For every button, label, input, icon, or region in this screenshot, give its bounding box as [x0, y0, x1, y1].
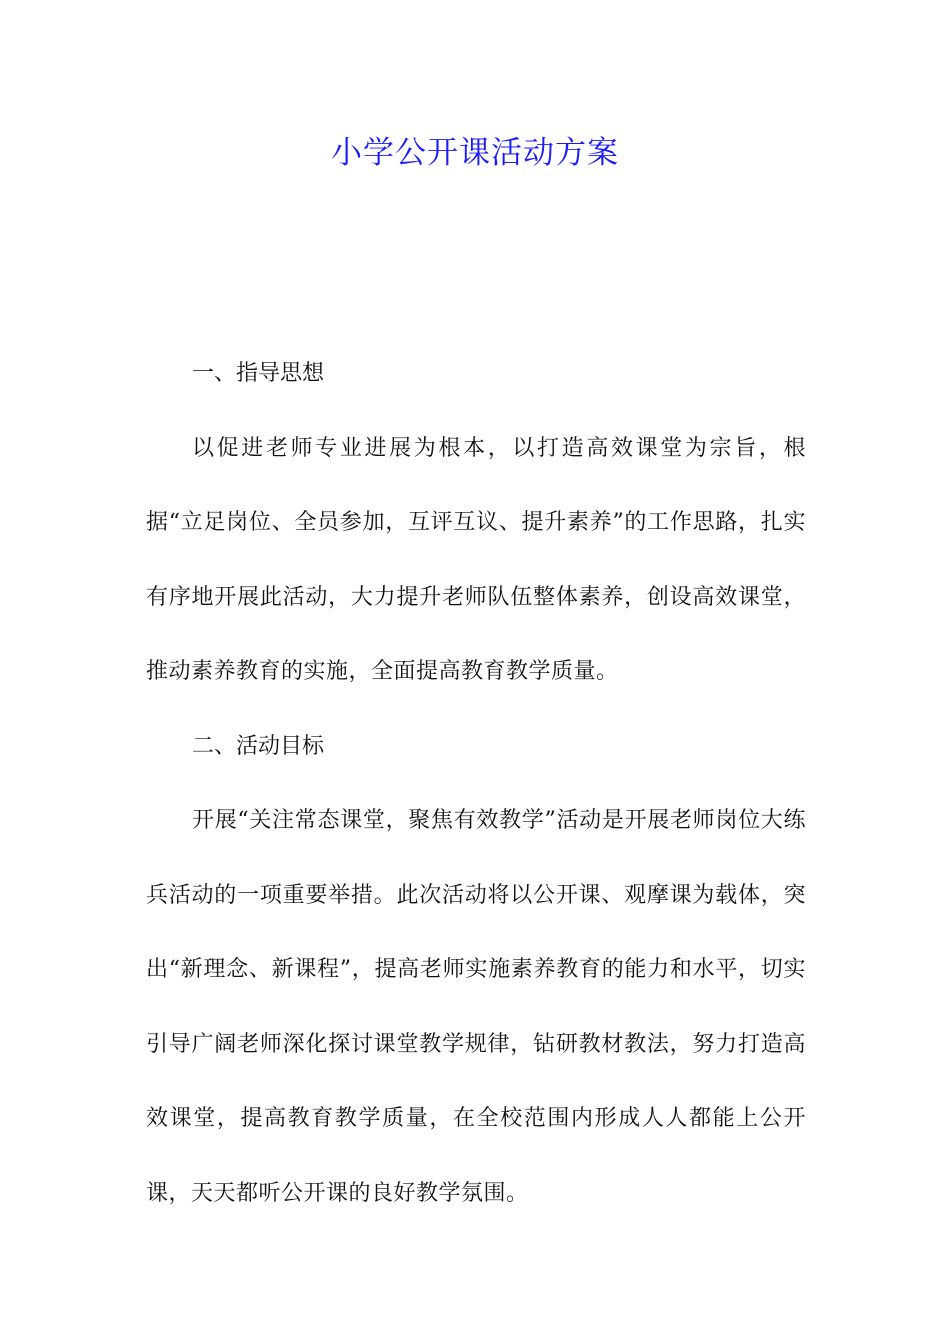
section-paragraph-guiding-thought: 以促进老师专业进展为根本，以打造高效课堂为宗旨，根据“立足岗位、全员参加，互评互议、提升素养”的工作思路，扎实有序地开展此活动，大力提升老师队伍整体素养，创设高效课堂，推动素养教育的实施，全面提高教育教学质量。: [146, 435, 806, 684]
document-body: [146, 337, 806, 1231]
section-heading-guiding-thought: 一、指导思想: [192, 361, 325, 386]
section-paragraph-activity-goal: 开展“关注常态课堂，聚焦有效教学”活动是开展老师岗位大练兵活动的一项重要举措。此次活动将以公开课、观摩课为载体，突出“新理念、新课程”，提高老师实施素养教育的能力和水平，切实引导广阔老师深化探讨课堂教学规律，钻研教材教法，努力打造高效课堂，提高教育教学质量，在全校范围内形成人人都能上公开课，天天都听公开课的良好教学氛围。: [146, 808, 806, 1206]
document-title: 小学公开课活动方案: [331, 135, 619, 171]
section-heading-activity-goal: 二、活动目标: [192, 733, 325, 759]
